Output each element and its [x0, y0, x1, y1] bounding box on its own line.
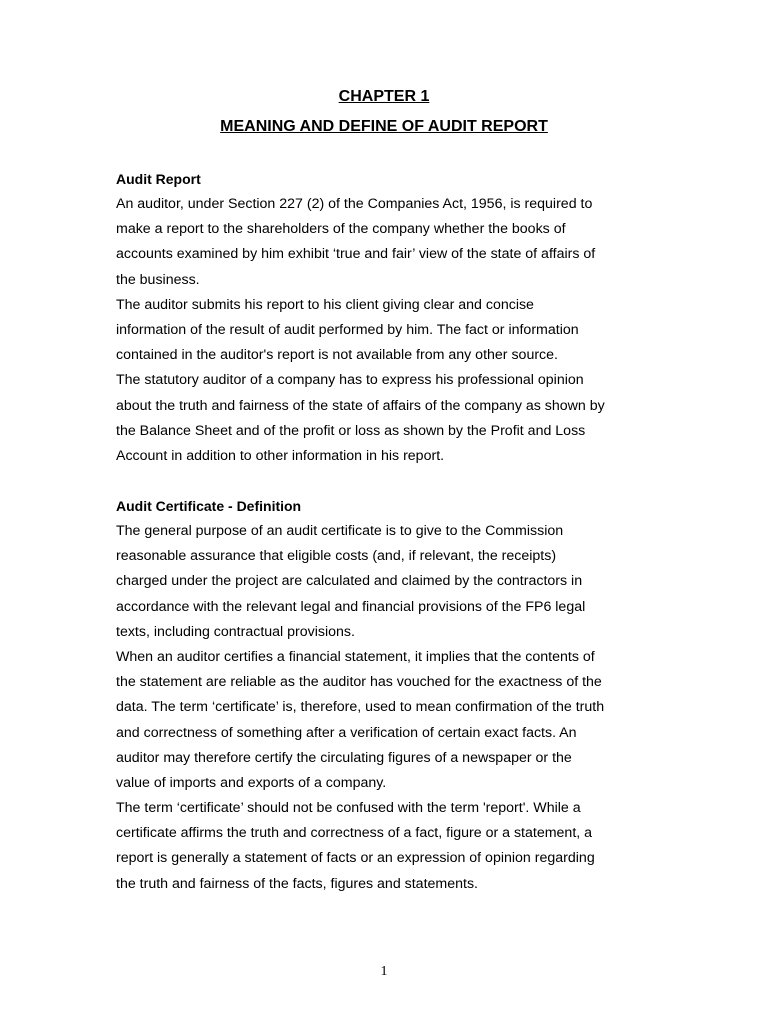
text-line: about the truth and fairness of the state of affairs of the company as shown by	[116, 397, 605, 414]
text-line: Account in addition to other information in his report.	[116, 447, 445, 464]
text-line: accordance with the relevant legal and financial provisions of the FP6 legal	[116, 598, 586, 615]
text-line: The general purpose of an audit certificate is to give to the Commission	[116, 523, 564, 539]
text-line: reasonable assurance that eligible costs (and, if relevant, the receipts)	[116, 548, 557, 565]
text-line: auditor may therefore certify the circulating figures of a newspaper or the	[116, 749, 572, 766]
section-audit-certificate	[116, 496, 656, 897]
section-body	[116, 519, 656, 897]
chapter-heading: CHAPTER 1	[338, 88, 430, 105]
text-line: charged under the project are calculated and claimed by the contractors in	[116, 573, 583, 590]
text-line: The statutory auditor of a company has to express his professional opinion	[116, 372, 584, 389]
page-number: 1	[380, 964, 388, 979]
text-line: the Balance Sheet and of the profit or loss as shown by the Profit and Loss	[116, 422, 586, 439]
text-line: value of imports and exports of a company.	[116, 774, 387, 791]
text-line: the business.	[116, 271, 200, 288]
text-line: An auditor, under Section 227 (2) of the Companies Act, 1956, is required to	[116, 196, 593, 212]
text-line: texts, including contractual provisions.	[116, 623, 355, 640]
text-line: The auditor submits his report to his client giving clear and concise	[116, 296, 534, 313]
text-line: information of the result of audit performed by him. The fact or information	[116, 321, 579, 338]
section-heading: Audit Certificate - Definition	[116, 498, 302, 514]
text-line: contained in the auditor's report is not available from any other source.	[116, 347, 558, 364]
section-body	[116, 192, 656, 469]
text-line: report is generally a statement of facts or an expression of opinion regarding	[116, 850, 595, 867]
section-heading: Audit Report	[116, 171, 201, 187]
text-line: and correctness of something after a verification of certain exact facts. An	[116, 724, 577, 741]
text-line: accounts examined by him exhibit ‘true and fair’ view of the state of affairs of	[116, 246, 596, 263]
text-line: When an auditor certifies a financial statement, it implies that the contents of	[116, 648, 595, 665]
text-line: the truth and fairness of the facts, figures and statements.	[116, 875, 478, 892]
text-line: make a report to the shareholders of the company whether the books of	[116, 221, 566, 238]
text-line: The term ‘certificate’ should not be confused with the term 'report'. While a	[116, 800, 581, 817]
text-line: the statement are reliable as the auditor has vouched for the exactness of the	[116, 674, 602, 691]
text-line: data. The term ‘certificate’ is, therefore, used to mean confirmation of the truth	[116, 699, 605, 716]
text-line: certificate affirms the truth and correctness of a fact, figure or a statement, a	[116, 825, 593, 842]
page-title: MEANING AND DEFINE OF AUDIT REPORT	[220, 118, 548, 135]
section-audit-report	[116, 169, 656, 469]
